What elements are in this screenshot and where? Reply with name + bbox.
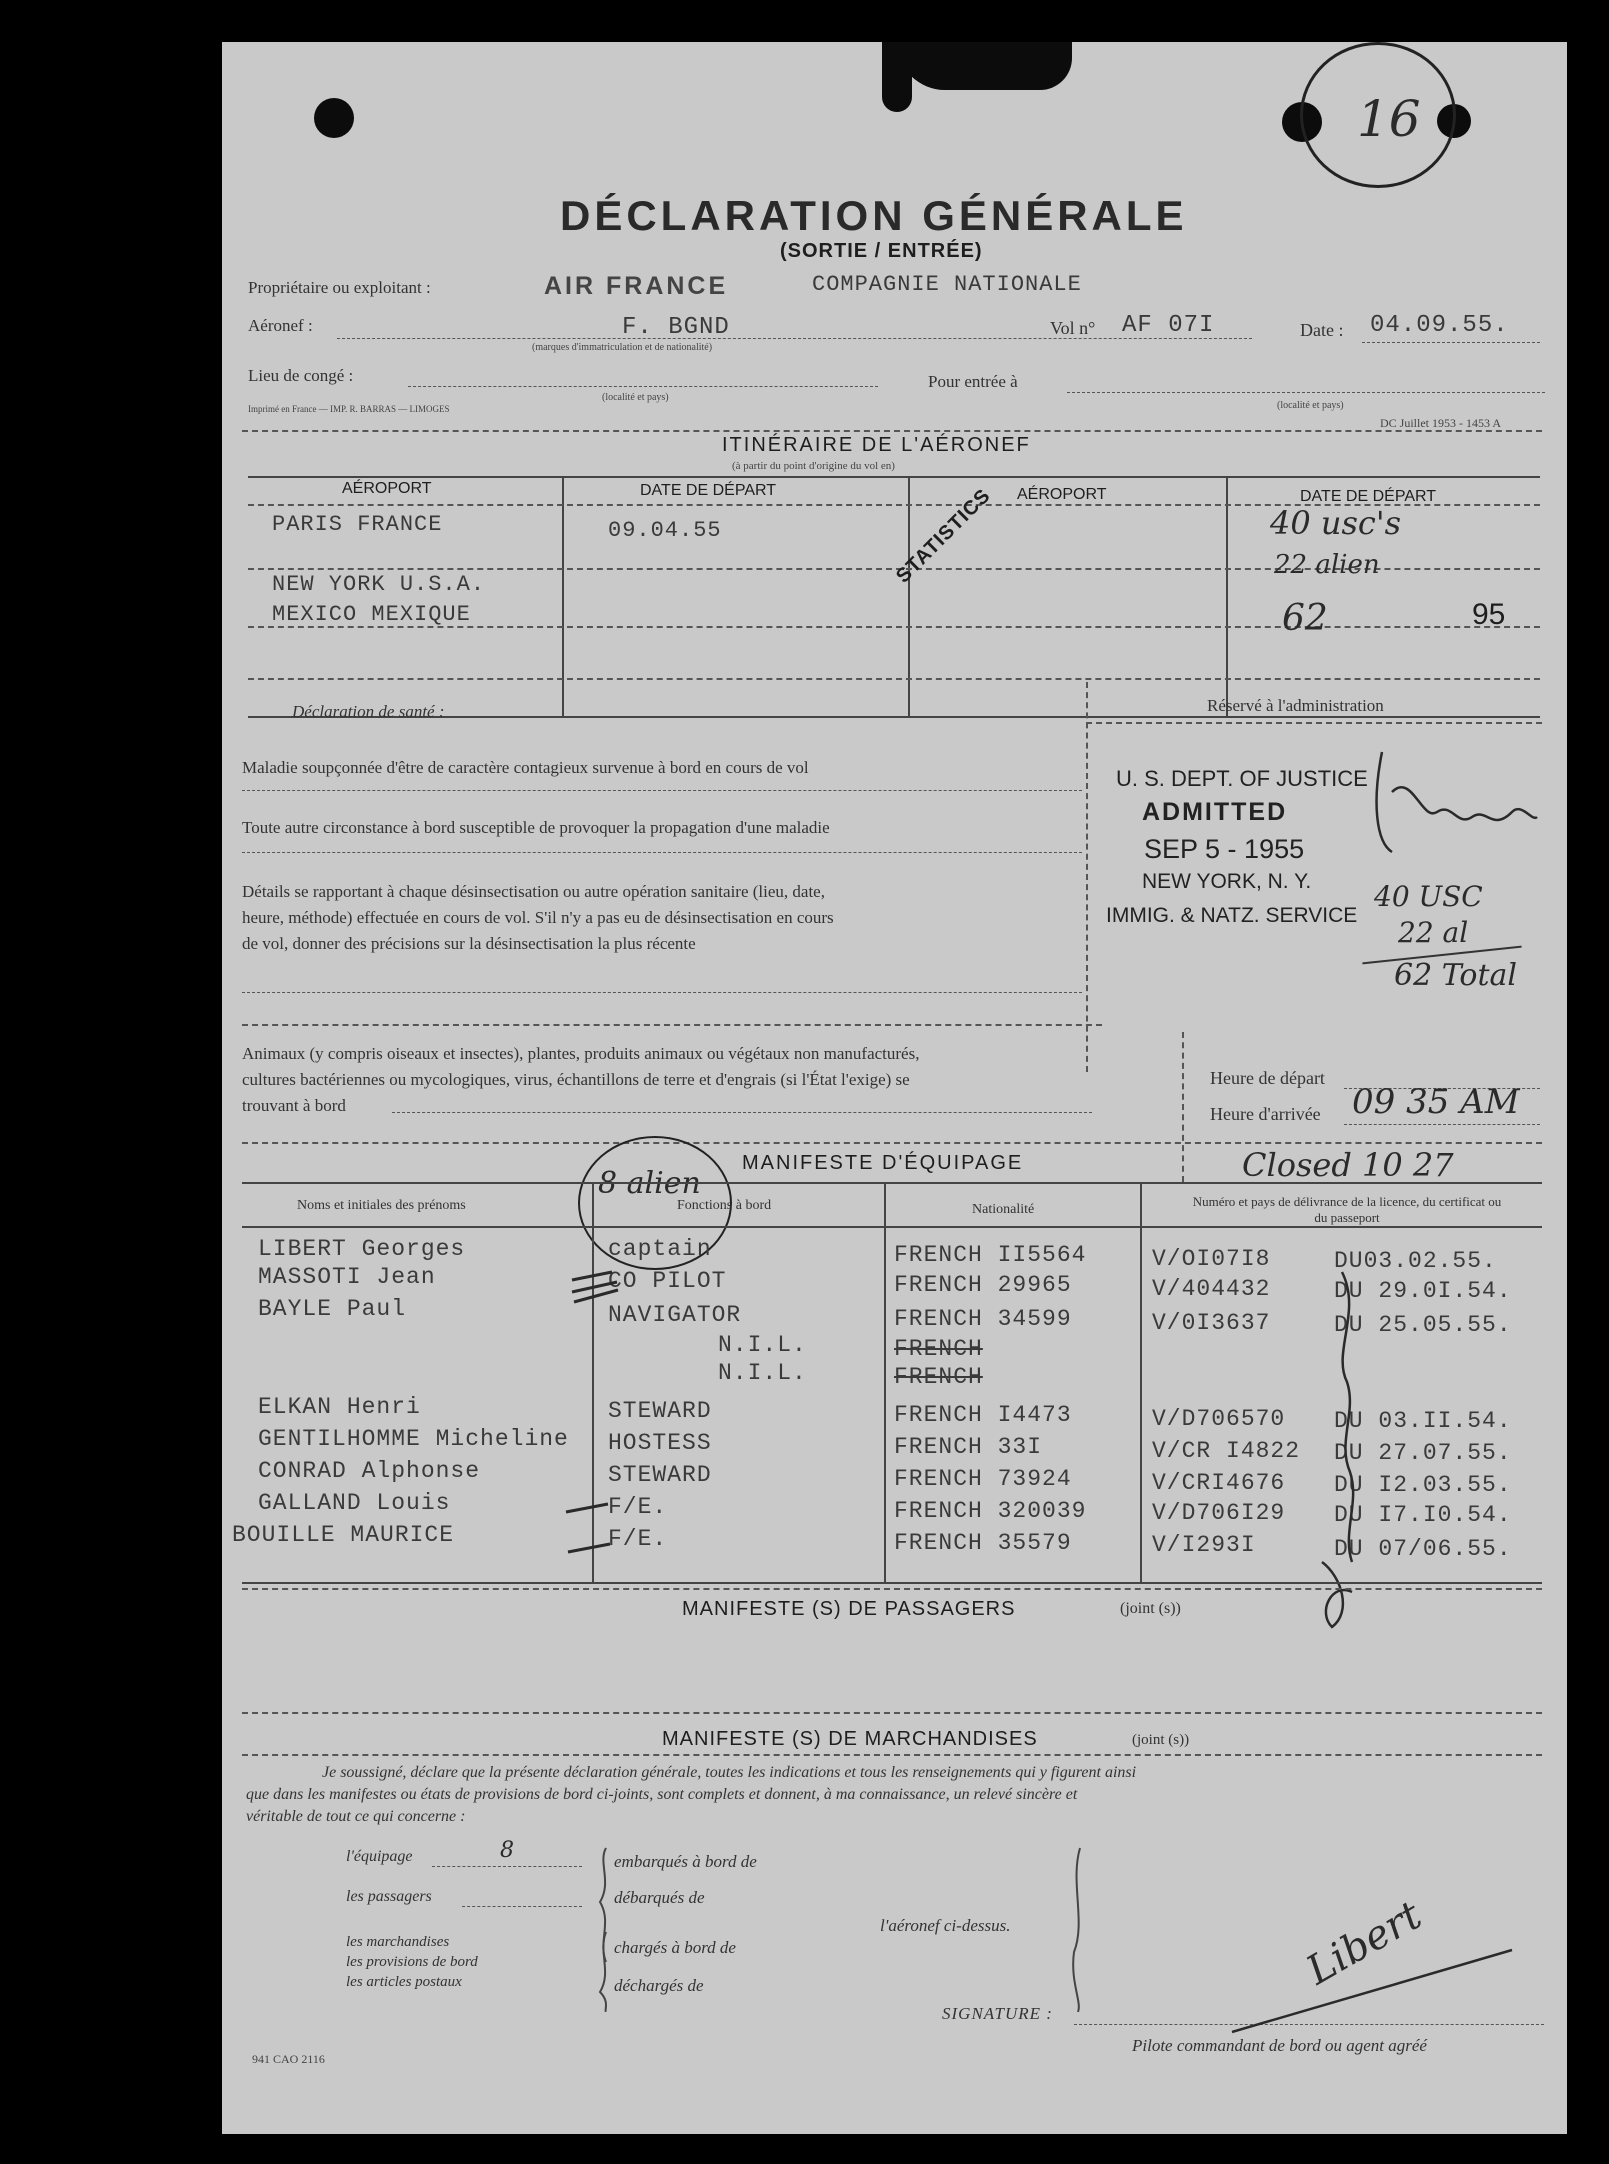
crew-row-nationality: FRENCH 35579 — [894, 1530, 1072, 1556]
crew-row-license: V/CR I4822 — [1152, 1438, 1301, 1464]
health-bottom-rule — [242, 1024, 1102, 1026]
itinerary-note-2: 22 alien — [1274, 550, 1380, 580]
ins-stamp-line-2: ADMITTED — [1142, 798, 1288, 826]
page-number: 16 — [1357, 90, 1421, 148]
crew-header-bottom — [242, 1226, 1542, 1228]
crew-row-name: BOUILLE MAURICE — [232, 1522, 455, 1548]
health-dotline-3 — [242, 992, 1082, 993]
animals-line-3: trouvant à bord — [242, 1096, 346, 1115]
crew-row-license-date: DU 25.05.55. — [1334, 1312, 1512, 1338]
crew-top-rule — [242, 1142, 1542, 1144]
unloaded-label: déchargés de — [614, 1976, 704, 1995]
declaration-form — [222, 42, 1567, 2134]
signature-flourish — [1222, 1942, 1522, 2042]
crew-row-name: N.I.L. — [718, 1332, 807, 1358]
crew-circled-note: 8 alien — [598, 1166, 701, 1201]
times-left-border — [1182, 1032, 1184, 1182]
form-code: 941 CAO 2116 — [252, 2052, 325, 2066]
crew-row-name: GALLAND Louis — [258, 1490, 451, 1516]
flight-number: AF 07I — [1122, 312, 1215, 339]
crew-row-license-date: DU 03.II.54. — [1334, 1408, 1512, 1434]
health-line-3: Détails se rapportant à chaque désinsectisation ou autre opération sanitaire (lieu, date, — [242, 882, 825, 901]
aircraft-label: Aéronef : — [248, 316, 313, 335]
crew-row-function: F/E. — [608, 1526, 668, 1552]
crew-col-nationality: Nationalité — [972, 1202, 1035, 1217]
itinerary-airport-2: NEW YORK U.S.A. — [272, 572, 486, 597]
animals-line-2: cultures bactériennes ou mycologiques, virus, échantillons de terre et d'engrais (si l'État l'exige) se — [242, 1070, 910, 1089]
itinerary-col-airport-1: AÉROPORT — [342, 480, 432, 497]
crew-row-license-date: DU I7.I0.54. — [1334, 1502, 1512, 1528]
health-line-1: Maladie soupçonnée d'être de caractère contagieux survenue à bord en cours de vol — [242, 758, 809, 777]
crew-row-name: BAYLE Paul — [258, 1296, 407, 1322]
crew-row-license: V/D706570 — [1152, 1406, 1286, 1432]
departure-note: (localité et pays) — [602, 392, 669, 403]
crew-row-function: STEWARD — [608, 1398, 712, 1424]
goods-label: les marchandises — [346, 1934, 450, 1950]
cargo-rule — [242, 1754, 1542, 1756]
crew-col-function: Fonctions à bord — [677, 1198, 772, 1213]
departure-dotline — [408, 386, 878, 387]
aircraft-registration-note: (marques d'immatriculation et de nationalité) — [532, 342, 713, 353]
crew-row-function: NAVIGATOR — [608, 1302, 742, 1328]
inspector-signature — [1362, 732, 1542, 882]
crew-row-license-date: DU 27.07.55. — [1334, 1440, 1512, 1466]
health-line-2: Toute autre circonstance à bord susceptible de provoquer la propagation d'une maladie — [242, 818, 830, 837]
health-line-4: heure, méthode) effectuée en cours de vol. S'il n'y a pas eu de désinsectisation en cours — [242, 908, 834, 927]
crew-title: MANIFESTE D'ÉQUIPAGE — [742, 1152, 1024, 1174]
itinerary-header-top — [248, 476, 1540, 478]
crew-row-name: MASSOTI Jean — [258, 1264, 436, 1290]
crew-row-name: CONRAD Alphonse — [258, 1458, 481, 1484]
crew-row-license: V/0I3637 — [1152, 1310, 1271, 1336]
passengers-rule — [242, 1712, 1542, 1714]
crew-row-license-date: DU03.02.55. — [1334, 1248, 1497, 1274]
health-line-5: de vol, donner des précisions sur la désinsectisation la plus récente — [242, 934, 696, 953]
crew-row-nationality: FRENCH 73924 — [894, 1466, 1072, 1492]
crew-row-nationality: FRENCH 29965 — [894, 1272, 1072, 1298]
torn-edge — [897, 42, 1072, 90]
aircraft-registration: F. BGND — [622, 314, 730, 341]
declaration-braces — [590, 1842, 1090, 2012]
health-dotline-2 — [242, 852, 1082, 853]
arrival-time-dotline — [1344, 1124, 1540, 1125]
disembarked-label: débarqués de — [614, 1888, 705, 1907]
embarked-label: embarqués à bord de — [614, 1852, 757, 1871]
departure-place-label: Lieu de congé : — [248, 366, 354, 385]
date-label: Date : — [1300, 320, 1344, 340]
health-dotline-1 — [242, 790, 1082, 791]
ins-stamp-line-1: U. S. DEPT. OF JUSTICE — [1116, 766, 1368, 791]
entry-label: Pour entrée à — [928, 372, 1018, 391]
crew-row-license-date: DU I2.03.55. — [1334, 1472, 1512, 1498]
entry-dotline — [1067, 392, 1545, 393]
ins-stamp-line-3: SEP 5 - 1955 — [1144, 834, 1305, 864]
admin-note-3: 62 Total — [1394, 958, 1517, 993]
crew-row-name: GENTILHOMME Micheline — [258, 1426, 569, 1452]
arrival-time-label: Heure d'arrivée — [1210, 1104, 1321, 1124]
itinerary-airport-3: MEXICO MEXIQUE — [272, 602, 471, 627]
crew-row-nationality: FRENCH — [894, 1336, 983, 1362]
itinerary-rule-2 — [248, 626, 1540, 628]
admin-note-2: 22 al — [1398, 916, 1469, 949]
crew-row-function: HOSTESS — [608, 1430, 712, 1456]
health-title: Déclaration de santé : — [292, 702, 445, 721]
crew-row-name: ELKAN Henri — [258, 1394, 421, 1420]
itinerary-col-date-2: DATE DE DÉPART — [1300, 488, 1437, 505]
passengers-joint: (joint (s)) — [1120, 1600, 1181, 1617]
ins-stamp-line-4: NEW YORK, N. Y. — [1142, 870, 1312, 893]
cargo-joint: (joint (s)) — [1132, 1732, 1190, 1748]
admin-title-rule — [1086, 722, 1542, 724]
itinerary-col-date-1: DATE DE DÉPART — [640, 482, 777, 499]
aircraft-dotline — [337, 338, 1252, 339]
captain-signature: Libert — [1299, 1892, 1430, 1994]
itinerary-note-1: 40 usc's — [1270, 504, 1402, 542]
entry-note: (localité et pays) — [1277, 400, 1344, 411]
crew-row-license: V/CRI4676 — [1152, 1470, 1286, 1496]
passengers-count-dotline — [462, 1906, 582, 1907]
postal-label: les articles postaux — [346, 1974, 462, 1990]
punch-hole-left — [314, 98, 354, 138]
itinerary-airport-1: PARIS FRANCE — [272, 512, 443, 537]
date-value: 04.09.55. — [1370, 312, 1509, 339]
provisions-label: les provisions de bord — [346, 1954, 478, 1970]
admin-note-1: 40 USC — [1374, 880, 1483, 913]
crew-row-license: V/I293I — [1152, 1532, 1256, 1558]
crew-row-nationality: FRENCH 34599 — [894, 1306, 1072, 1332]
itinerary-col-1 — [562, 476, 564, 716]
crew-count-value: 8 — [500, 1838, 514, 1863]
crew-row-nationality: FRENCH 33I — [894, 1434, 1043, 1460]
crew-row-nationality: FRENCH II5564 — [894, 1242, 1087, 1268]
animals-line-1: Animaux (y compris oiseaux et insectes), plantes, produits animaux ou végétaux non manufacturés, — [242, 1044, 920, 1063]
crew-row-nationality: FRENCH — [894, 1364, 983, 1390]
crew-row-function: captain — [608, 1236, 712, 1262]
crew-row-license: V/D706I29 — [1152, 1500, 1286, 1526]
statistics-stamp: STATISTICS — [892, 484, 996, 588]
crew-row-function: STEWARD — [608, 1462, 712, 1488]
signer-role: Pilote commandant de bord ou agent agréé — [1132, 2036, 1427, 2055]
torn-edge-2 — [882, 42, 912, 112]
declaration-line-2: que dans les manifestes ou états de provisions de bord ci-joints, sont complets et donnent, à ma connaissance, un relevé sincère et — [246, 1786, 1078, 1803]
crew-row-name: N.I.L. — [718, 1360, 807, 1386]
itinerary-col-3 — [1226, 476, 1228, 716]
page-title: DÉCLARATION GÉNÉRALE — [560, 192, 1188, 239]
crew-col-license — [1192, 1194, 1502, 1226]
crew-header-top — [242, 1182, 1542, 1184]
aircraft-above-label: l'aéronef ci-dessus. — [880, 1916, 1011, 1935]
crew-bottom-rule — [242, 1582, 1542, 1584]
crew-row-license: V/404432 — [1152, 1276, 1271, 1302]
loaded-label: chargés à bord de — [614, 1938, 736, 1957]
declaration-line-3: véritable de tout ce qui concerne : — [246, 1808, 466, 1825]
crew-col-license-text: Numéro et pays de délivrance de la licence, du certificat ou du passeport — [1192, 1194, 1502, 1225]
itinerary-col-2 — [908, 476, 910, 716]
crew-row-nationality: FRENCH I4473 — [894, 1402, 1072, 1428]
arrival-time-value: 09 35 AM — [1352, 1082, 1520, 1122]
cargo-title: MANIFESTE (S) DE MARCHANDISES — [662, 1728, 1038, 1750]
itinerary-top-rule — [242, 430, 1542, 432]
itinerary-date-1: 09.04.55 — [608, 518, 722, 543]
crew-row-license-date: DU 29.0I.54. — [1334, 1278, 1512, 1304]
crew-count-dotline — [432, 1866, 582, 1867]
itinerary-subtitle: (à partir du point d'origine du vol en) — [732, 460, 895, 472]
itinerary-note-4: 95 — [1472, 598, 1506, 631]
crew-col-name: Noms et initiales des prénoms — [297, 1198, 466, 1213]
operator-label: Propriétaire ou exploitant : — [248, 278, 431, 297]
itinerary-rule-3 — [248, 678, 1540, 680]
crew-check-marks — [542, 1232, 1362, 1632]
form-reference: DC Juillet 1953 - 1453 A — [1380, 416, 1502, 430]
flight-label: Vol n° — [1050, 318, 1096, 338]
crew-row-nationality: FRENCH 320039 — [894, 1498, 1087, 1524]
crew-row-function: F/E. — [608, 1494, 668, 1520]
crew-closed-note: Closed 10 27 — [1242, 1146, 1454, 1184]
crew-row-name: LIBERT Georges — [258, 1236, 466, 1262]
crew-row-function: CO PILOT — [608, 1268, 727, 1294]
itinerary-title: ITINÉRAIRE DE L'AÉRONEF — [722, 434, 1031, 456]
print-reference: Imprimé en France — IMP. R. BARRAS — LIMOGES — [248, 404, 450, 414]
operator-printed: AIR FRANCE — [544, 272, 729, 300]
itinerary-note-3: 62 — [1282, 598, 1328, 639]
page-subtitle: (SORTIE / ENTRÉE) — [780, 240, 983, 262]
signature-label: SIGNATURE : — [942, 2004, 1053, 2023]
operator-typed: COMPAGNIE NATIONALE — [812, 272, 1082, 297]
crew-row-license-date: DU 07/06.55. — [1334, 1536, 1512, 1562]
date-dotline — [1362, 342, 1540, 343]
ins-stamp-line-5: IMMIG. & NATZ. SERVICE — [1106, 904, 1358, 927]
passengers-title: MANIFESTE (S) DE PASSAGERS — [682, 1598, 1016, 1620]
itinerary-col-airport-2: AÉROPORT — [1017, 486, 1107, 503]
passengers-count-label: les passagers — [346, 1888, 432, 1905]
animals-dotline — [392, 1112, 1092, 1113]
declaration-line-1: Je soussigné, déclare que la présente déclaration générale, toutes les indications et tous les renseignements qui y figurent ainsi — [322, 1764, 1137, 1781]
crew-count-label: l'équipage — [346, 1848, 413, 1865]
crew-bottom-rule-2 — [242, 1588, 1542, 1590]
crew-row-license: V/OI07I8 — [1152, 1246, 1271, 1272]
admin-left-border — [1086, 682, 1088, 1072]
departure-time-label: Heure de départ — [1210, 1068, 1325, 1088]
admin-title: Réservé à l'administration — [1207, 696, 1384, 715]
